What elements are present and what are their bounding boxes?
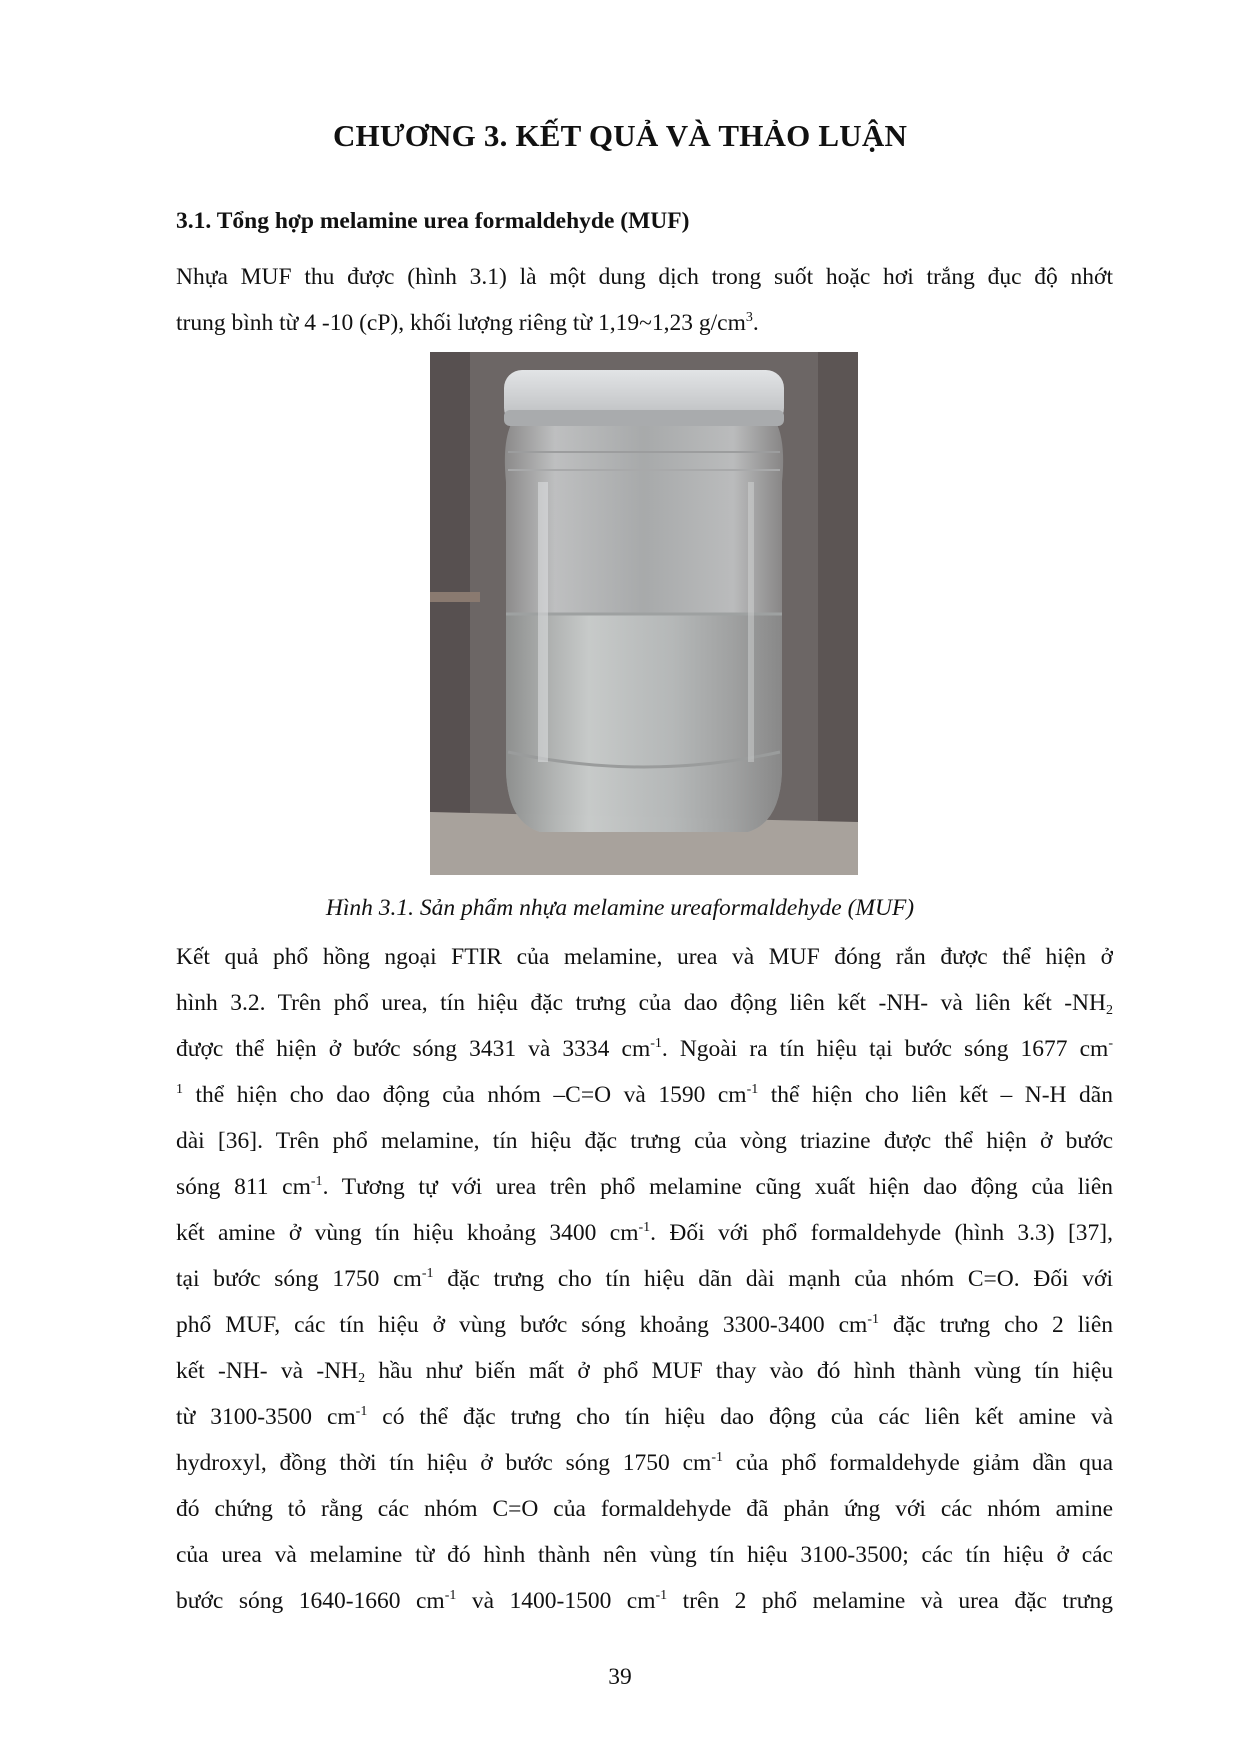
text-line: tại bước sóng 1750 $cm^{-1}$ đặc trưng cho tín hiệu dãn dài mạnh của nhóm C=O. Đối với bbox=[176, 1266, 1113, 1292]
resin-jar-photo bbox=[430, 352, 858, 875]
text-line: được thể hiện ở bước sóng 3431 và 3334 $cm^{-1}$. Ngoài ra tín hiệu tại bước sóng 1677 cm- bbox=[176, 1036, 1113, 1062]
text-line: $^1$ thể hiện cho dao động của nhóm –C=O và 1590 $cm^{-1}$ thể hiện cho liên kết – N-H dãn bbox=[176, 1082, 1113, 1108]
text-line: kết amine ở vùng tín hiệu khoảng 3400 $cm^{-1}$. Đối với phổ formaldehyde (hình 3.3) [37], bbox=[176, 1220, 1113, 1246]
text-line: kết -NH- và $-NH_2$ hầu như biến mất ở phổ MUF thay vào đó hình thành vùng tín hiệu bbox=[176, 1358, 1113, 1386]
body-paragraph bbox=[176, 934, 1113, 1624]
text-line: dài [36]. Trên phổ melamine, tín hiệu đặc trưng của vòng triazine được thể hiện ở bước bbox=[176, 1128, 1113, 1154]
text-line: Kết quả phổ hồng ngoại FTIR của melamine, urea và MUF đóng rắn được thể hiện ở bbox=[176, 944, 1113, 970]
text-line: hydroxyl, đồng thời tín hiệu ở bước sóng 1750 $cm^{-1}$ của phổ formaldehyde giảm dần qua bbox=[176, 1450, 1113, 1476]
section-heading: 3.1. Tổng hợp melamine urea formaldehyde (MUF) bbox=[176, 208, 690, 234]
text-line: từ 3100-3500 $cm^{-1}$ có thể đặc trưng cho tín hiệu dao động của các liên kết amine và bbox=[176, 1404, 1113, 1430]
text-line: bước sóng 1640-1660 $cm^{-1}$ và 1400-1500 $cm^{-1}$ trên 2 phổ melamine và urea đặc trưng bbox=[176, 1588, 1113, 1614]
intro-paragraph bbox=[176, 254, 1113, 346]
page-number: 39 bbox=[608, 1664, 632, 1690]
text-line: hình 3.2. Trên phổ urea, tín hiệu đặc trưng của dao động liên kết -NH- và liên kết $-NH_2$ bbox=[176, 990, 1113, 1018]
text-line: sóng 811 $cm^{-1}$. Tương tự với urea trên phổ melamine cũng xuất hiện dao động của liên bbox=[176, 1174, 1113, 1200]
text-line: phổ MUF, các tín hiệu ở vùng bước sóng khoảng 3300-3400 $cm^{-1}$ đặc trưng cho 2 liên bbox=[176, 1312, 1113, 1338]
jar-photo-illustration bbox=[430, 352, 858, 875]
text-line: của urea và melamine từ đó hình thành nên vùng tín hiệu 3100-3500; các tín hiệu ở các bbox=[176, 1542, 1113, 1568]
text-line: Nhựa MUF thu được (hình 3.1) là một dung dịch trong suốt hoặc hơi trắng đục độ nhớt bbox=[176, 264, 1113, 290]
text-line: đó chứng tỏ rằng các nhóm C=O của formaldehyde đã phản ứng với các nhóm amine bbox=[176, 1496, 1113, 1522]
chapter-title: CHƯƠNG 3. KẾT QUẢ VÀ THẢO LUẬN bbox=[332, 118, 908, 153]
figure-caption: Hình 3.1. Sản phẩm nhựa melamine ureaformaldehyde (MUF) bbox=[325, 895, 915, 921]
text-line: trung bình từ 4 -10 (cP), khối lượng riêng từ 1,19~1,23 $g/cm^3$. bbox=[176, 310, 759, 336]
